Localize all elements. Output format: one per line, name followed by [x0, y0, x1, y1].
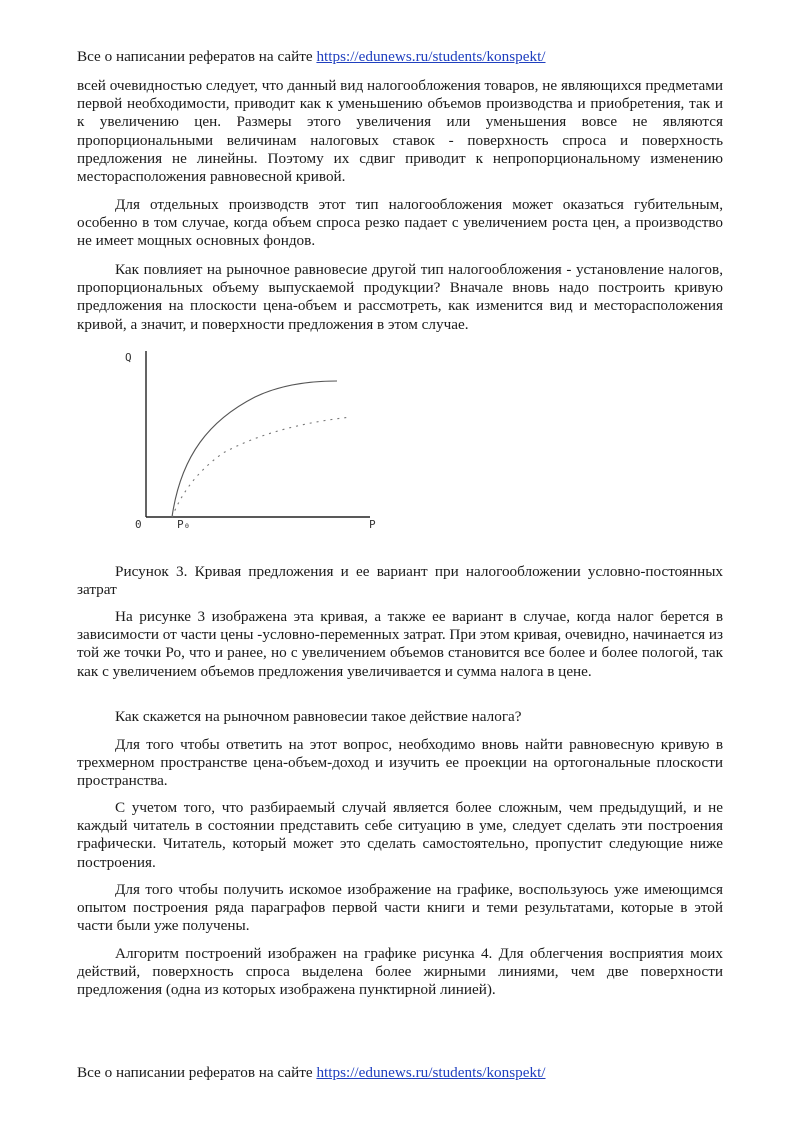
header-link[interactable]: https://edunews.ru/students/konspekt/: [316, 48, 546, 65]
paragraph-10: Алгоритм построений изображен на графике рисунка 4. Для облегчения восприятия моих действий, поверхность спроса выделена более жирными линиями, чем две поверхности предложения (одна из которых изображена пунктирной линией).: [77, 945, 723, 999]
footer-text: Все о написании рефератов на сайте: [77, 1064, 317, 1081]
origin-label: 0: [135, 518, 142, 531]
paragraph-2: Для отдельных производств этот тип налогообложения может оказаться губительным, особенно в том случае, когда объем спроса резко падает с увеличением роста цен, а производство не имеет мощных основных фондов.: [77, 196, 723, 250]
paragraph-9: Для того чтобы получить искомое изображение на графике, воспользуюсь уже имеющимся опытом построения ряда параграфов первой части книги и теми результатами, которые в этой части были уже получены.: [77, 881, 723, 935]
paragraph-5: На рисунке 3 изображена эта кривая, а также ее вариант в случае, когда налог берется в зависимости от части цены -условно-переменных затрат. При этом кривая, очевидно, начинается из той же точки Ро, что и ранее, но с увеличением объемов становится все более и более пологой, так как с увеличением объемов предложения увеличивается и сумма налога в цене.: [77, 608, 723, 680]
x-axis-label: P: [369, 518, 376, 531]
paragraph-3: Как повлияет на рыночное равновесие другой тип налогообложения - установление налогов, пропорциональных объему выпускаемой продукции? Вначале вновь надо построить кривую предложения на плоскости цена-объем и рассмотреть, как изменится вид и месторасположения кривой, а значит, и поверхности предложения в этом случае.: [77, 261, 723, 333]
paragraph-7: Для того чтобы ответить на этот вопрос, необходимо вновь найти равновесную кривую в трехмерном пространстве цена-объем-доход и изучить ее проекции на ортогональные плоскости пространства.: [77, 736, 723, 790]
page-footer: [77, 1064, 546, 1082]
y-axis-label: Q: [125, 351, 132, 364]
supply-curve: [172, 381, 337, 517]
paragraph-8: С учетом того, что разбираемый случай является более сложным, чем предыдущий, и не каждый читатель в состоянии представить себе ситуацию в уме, следует сделать эти построения графически. Читатель, который может это сделать самостоятельно, пропустит следующие ниже построения.: [77, 799, 723, 871]
page-header: [77, 48, 546, 66]
p0-label: P₀: [177, 518, 191, 531]
figure-caption: Рисунок 3. Кривая предложения и ее вариант при налогообложении условно-постоянных затрат: [77, 563, 723, 599]
paragraph-6: Как скажется на рыночном равновесии такое действие налога?: [115, 708, 522, 725]
taxed-supply-curve: [172, 417, 351, 517]
footer-link[interactable]: https://edunews.ru/students/konspekt/: [316, 1064, 546, 1081]
paragraph-1: всей очевидностью следует, что данный вид налогообложения товаров, не являющихся предметами первой необходимости, приводит как к уменьшению объемов производства и приобретения, так и к увеличению цен. Размеры этого увеличения или уменьшения вовсе не являются пропорциональными величинам налоговых ставок - поверхность спроса и поверхность предложения не линейны. Поэтому их сдвиг приводит к непропорциональному изменению месторасположения равновесной кривой.: [77, 77, 723, 186]
supply-curve-figure: [115, 345, 390, 535]
header-text: Все о написании рефератов на сайте: [77, 48, 317, 65]
